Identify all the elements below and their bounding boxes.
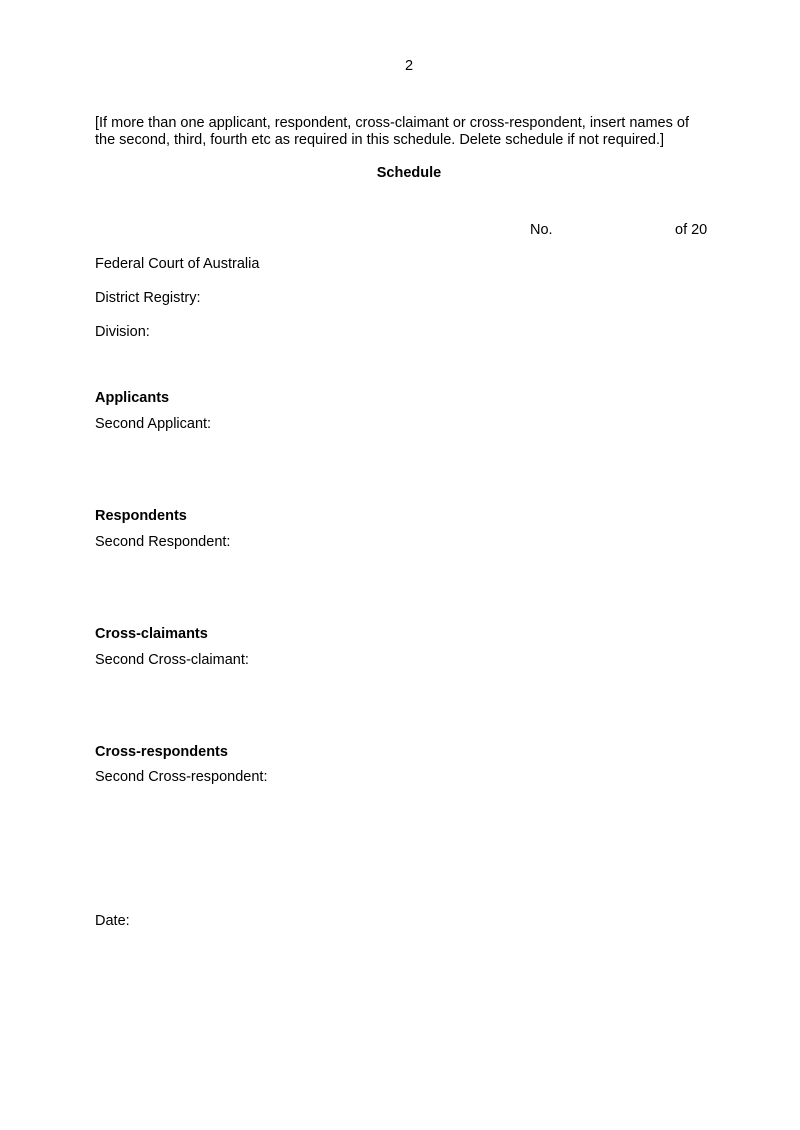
date-label: Date:: [95, 913, 130, 929]
court-name: Federal Court of Australia: [95, 256, 260, 272]
instructions-line-2: the second, third, fourth etc as required in this schedule. Delete schedule if not required.]: [95, 132, 665, 148]
second-cross-claimant-label: Second Cross-claimant:: [95, 652, 249, 668]
second-applicant-label: Second Applicant:: [95, 416, 212, 432]
second-cross-respondent-label: Second Cross-respondent:: [95, 769, 268, 785]
cross-respondents-heading: Cross-respondents: [95, 744, 228, 760]
respondents-heading: Respondents: [95, 508, 187, 524]
file-year-label: of 20: [675, 222, 708, 238]
second-respondent-label: Second Respondent:: [95, 534, 231, 550]
schedule-heading: Schedule: [376, 165, 442, 181]
district-registry-label: District Registry:: [95, 290, 201, 306]
page-number: 2: [404, 58, 414, 74]
cross-claimants-heading: Cross-claimants: [95, 626, 208, 642]
division-label: Division:: [95, 324, 150, 340]
schedule-instructions: [95, 115, 715, 149]
file-number-label: No.: [530, 222, 553, 238]
instructions-line-1: [If more than one applicant, respondent, cross-claimant or cross-respondent, insert names of: [95, 115, 689, 131]
applicants-heading: Applicants: [95, 390, 170, 406]
